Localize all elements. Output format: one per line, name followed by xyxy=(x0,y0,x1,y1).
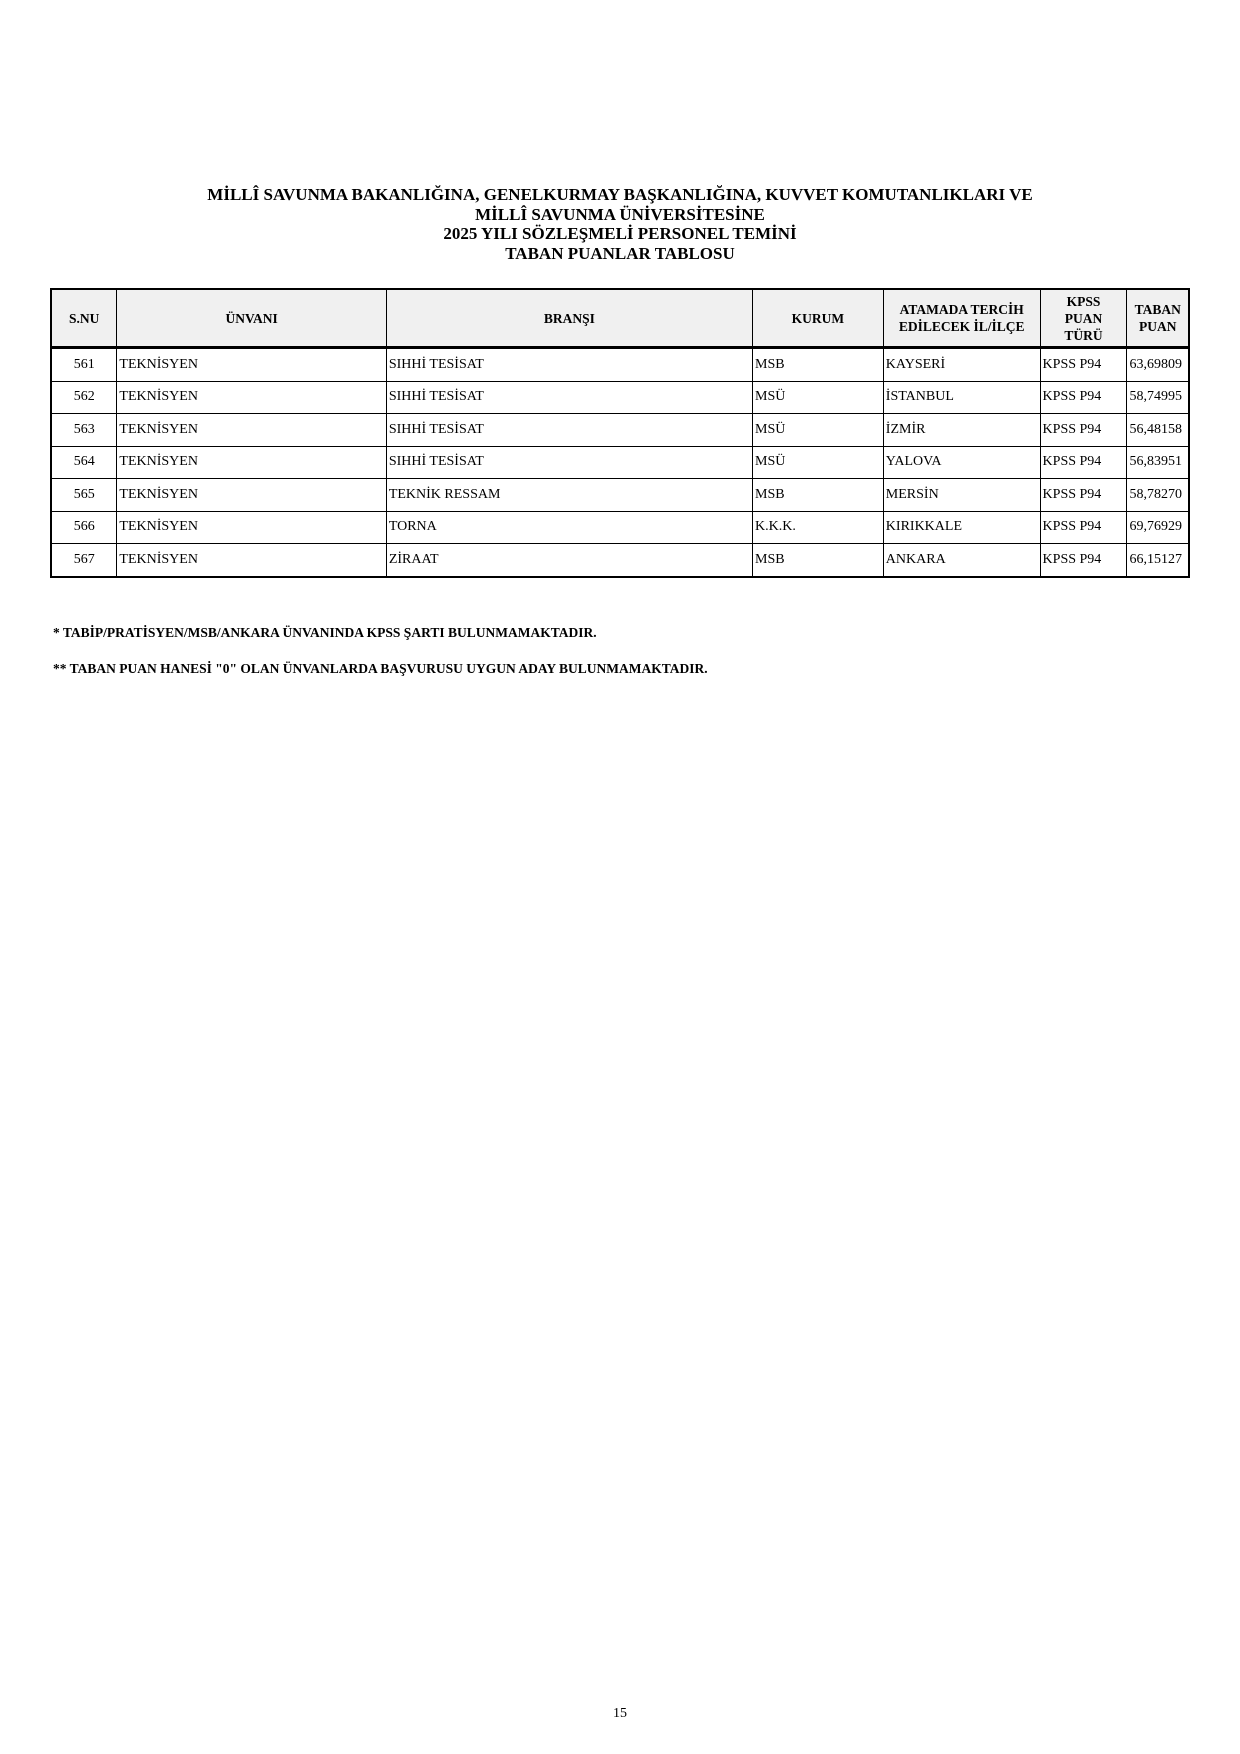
cell-bransi: SIHHİ TESİSAT xyxy=(386,414,752,447)
header-taban-line-1: TABAN xyxy=(1134,302,1181,317)
table-row xyxy=(51,446,1189,479)
cell-unvani: TEKNİSYEN xyxy=(117,479,386,512)
cell-snu: 564 xyxy=(51,446,117,479)
cell-taban-puan: 66,15127 xyxy=(1127,544,1189,577)
header-il-ilce-line-2: EDİLECEK İL/İLÇE xyxy=(898,319,1025,334)
footnote-taban-puan-sifir: ** TABAN PUAN HANESİ "0" OLAN ÜNVANLARDA BAŞVURUSU UYGUN ADAY BULUNMAMAKTADIR. xyxy=(53,661,708,676)
cell-kpss-puan-turu: KPSS P94 xyxy=(1040,348,1127,382)
page-number: 15 xyxy=(613,1706,627,1721)
cell-unvani: TEKNİSYEN xyxy=(117,348,386,382)
cell-taban-puan: 56,48158 xyxy=(1127,414,1189,447)
header-kurum: KURUM xyxy=(753,289,884,348)
cell-il-ilce: İZMİR xyxy=(883,414,1040,447)
header-kpss-line-3: TÜRÜ xyxy=(1064,327,1103,343)
cell-bransi: TEKNİK RESSAM xyxy=(386,479,752,512)
title-line-2: MİLLÎ SAVUNMA ÜNİVERSİTESİNE xyxy=(475,204,765,224)
cell-bransi: TORNA xyxy=(386,511,752,544)
header-il-ilce-line-1: ATAMADA TERCİH xyxy=(899,302,1024,317)
cell-kpss-puan-turu: KPSS P94 xyxy=(1040,446,1127,479)
cell-taban-puan: 69,76929 xyxy=(1127,511,1189,544)
header-taban-puan xyxy=(1127,289,1189,348)
header-kpss-line-1: KPSS xyxy=(1066,293,1101,309)
cell-il-ilce: İSTANBUL xyxy=(883,381,1040,414)
header-taban-line-2: PUAN xyxy=(1138,319,1177,334)
cell-kurum: MSÜ xyxy=(753,446,884,479)
cell-taban-puan: 56,83951 xyxy=(1127,446,1189,479)
cell-kurum: MSB xyxy=(753,544,884,577)
cell-kpss-puan-turu: KPSS P94 xyxy=(1040,414,1127,447)
cell-bransi: ZİRAAT xyxy=(386,544,752,577)
header-kpss-line-2: PUAN xyxy=(1064,310,1103,326)
cell-kurum: MSB xyxy=(753,348,884,382)
title-line-1: MİLLÎ SAVUNMA BAKANLIĞINA, GENELKURMAY BAŞKANLIĞINA, KUVVET KOMUTANLIKLARI VE xyxy=(207,185,1033,204)
table-row xyxy=(51,479,1189,512)
cell-snu: 567 xyxy=(51,544,117,577)
cell-snu: 561 xyxy=(51,348,117,382)
cell-snu: 565 xyxy=(51,479,117,512)
cell-taban-puan: 58,74995 xyxy=(1127,381,1189,414)
cell-unvani: TEKNİSYEN xyxy=(117,414,386,447)
cell-snu: 566 xyxy=(51,511,117,544)
footnote-kpss-sarti: * TABİP/PRATİSYEN/MSB/ANKARA ÜNVANINDA KPSS ŞARTI BULUNMAMAKTADIR. xyxy=(53,625,597,640)
header-il-ilce xyxy=(883,289,1040,348)
document-title xyxy=(0,185,1240,263)
taban-puanlar-table xyxy=(50,288,1190,578)
header-kpss-puan-turu xyxy=(1040,289,1127,348)
cell-kpss-puan-turu: KPSS P94 xyxy=(1040,479,1127,512)
header-unvani: ÜNVANI xyxy=(117,289,386,348)
cell-kpss-puan-turu: KPSS P94 xyxy=(1040,381,1127,414)
header-bransi: BRANŞI xyxy=(386,289,752,348)
cell-il-ilce: ANKARA xyxy=(883,544,1040,577)
cell-kurum: MSÜ xyxy=(753,381,884,414)
cell-kurum: MSB xyxy=(753,479,884,512)
header-snu: S.NU xyxy=(51,289,117,348)
table-row xyxy=(51,414,1189,447)
cell-unvani: TEKNİSYEN xyxy=(117,544,386,577)
table-row xyxy=(51,511,1189,544)
table-row xyxy=(51,544,1189,577)
cell-il-ilce: KIRIKKALE xyxy=(883,511,1040,544)
table-row xyxy=(51,348,1189,382)
title-line-3: 2025 YILI SÖZLEŞMELİ PERSONEL TEMİNİ xyxy=(443,224,797,243)
table-header-row xyxy=(51,289,1189,348)
cell-taban-puan: 63,69809 xyxy=(1127,348,1189,382)
cell-bransi: SIHHİ TESİSAT xyxy=(386,381,752,414)
cell-taban-puan: 58,78270 xyxy=(1127,479,1189,512)
cell-il-ilce: MERSİN xyxy=(883,479,1040,512)
cell-kurum: K.K.K. xyxy=(753,511,884,544)
cell-snu: 562 xyxy=(51,381,117,414)
cell-bransi: SIHHİ TESİSAT xyxy=(386,348,752,382)
cell-unvani: TEKNİSYEN xyxy=(117,446,386,479)
cell-kpss-puan-turu: KPSS P94 xyxy=(1040,544,1127,577)
cell-bransi: SIHHİ TESİSAT xyxy=(386,446,752,479)
cell-il-ilce: YALOVA xyxy=(883,446,1040,479)
title-line-4: TABAN PUANLAR TABLOSU xyxy=(505,243,735,263)
cell-snu: 563 xyxy=(51,414,117,447)
cell-il-ilce: KAYSERİ xyxy=(883,348,1040,382)
table-row xyxy=(51,381,1189,414)
cell-unvani: TEKNİSYEN xyxy=(117,511,386,544)
cell-kurum: MSÜ xyxy=(753,414,884,447)
cell-kpss-puan-turu: KPSS P94 xyxy=(1040,511,1127,544)
cell-unvani: TEKNİSYEN xyxy=(117,381,386,414)
